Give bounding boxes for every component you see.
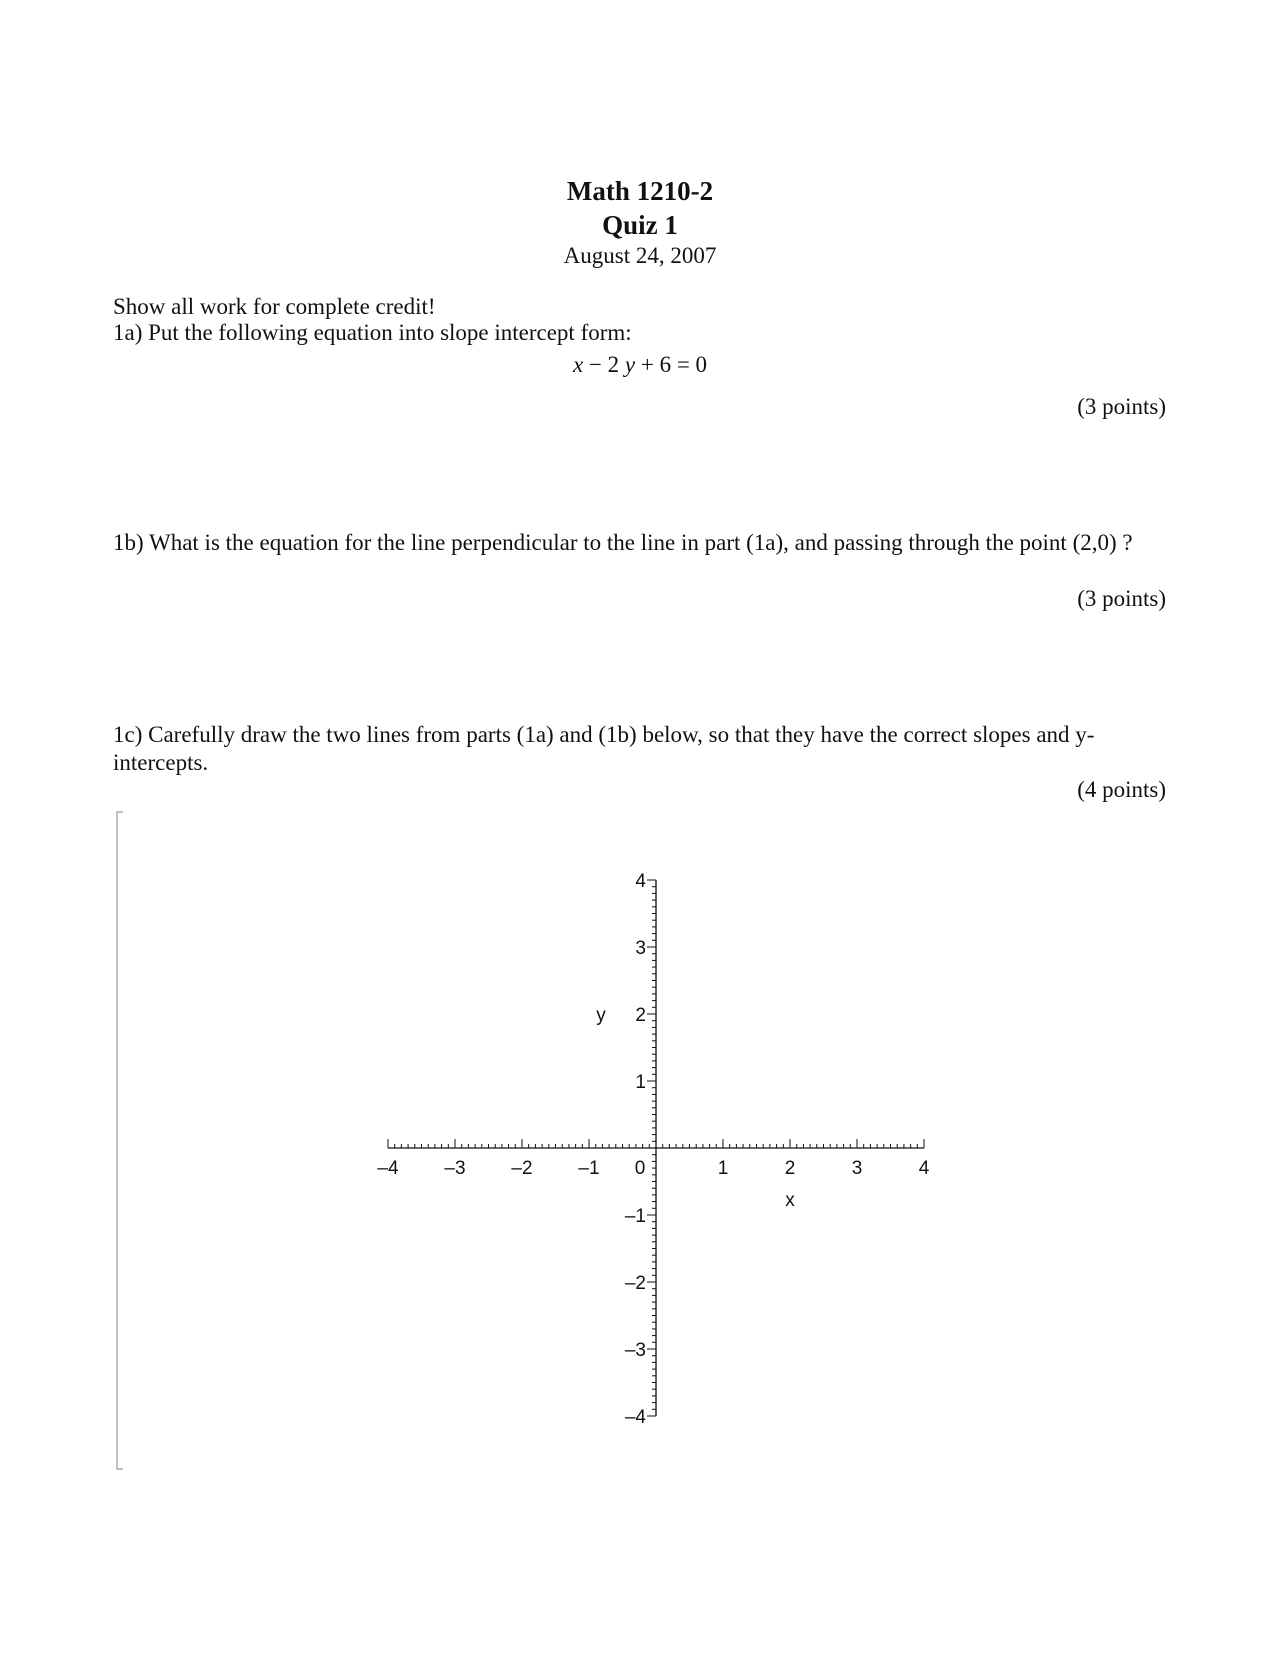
x-tick-label: 2 bbox=[784, 1158, 796, 1179]
eq-rest: + 6 = 0 bbox=[635, 352, 708, 377]
x-tick-label: 3 bbox=[851, 1158, 863, 1179]
quiz-date: August 24, 2007 bbox=[563, 243, 717, 268]
x-axis-label: x bbox=[785, 1190, 795, 1211]
x-tick-label: 4 bbox=[918, 1158, 930, 1179]
x-tick-label: –3 bbox=[444, 1158, 466, 1179]
q1a-points: (3 points) bbox=[1077, 394, 1166, 419]
plot-bracket bbox=[117, 812, 123, 1469]
y-tick-label: –2 bbox=[624, 1273, 646, 1294]
x-tick-label: –2 bbox=[511, 1158, 533, 1179]
y-tick-label: –1 bbox=[624, 1206, 646, 1227]
eq-x: x bbox=[572, 352, 584, 377]
instructions: Show all work for complete credit! bbox=[113, 294, 436, 319]
q1b-prompt: 1b) What is the equation for the line perpendicular to the line in part (1a), and passing through the point (2,0) ? bbox=[113, 530, 1133, 555]
quiz-title: Quiz 1 bbox=[602, 210, 678, 240]
y-tick-label: –3 bbox=[624, 1340, 646, 1361]
x-tick-label: –1 bbox=[578, 1158, 600, 1179]
y-tick-label: 3 bbox=[635, 938, 646, 959]
eq-y: y bbox=[624, 352, 636, 377]
y-axis-label: y bbox=[596, 1005, 606, 1026]
x-tick-label: 1 bbox=[717, 1158, 729, 1179]
y-tick-label: 2 bbox=[635, 1005, 646, 1026]
q1c-points: (4 points) bbox=[1077, 777, 1166, 802]
axes bbox=[377, 871, 929, 1428]
course-title: Math 1210-2 bbox=[566, 176, 714, 206]
q1a-prompt: 1a) Put the following equation into slope intercept form: bbox=[113, 320, 632, 345]
y-tick-label: 4 bbox=[635, 871, 646, 892]
y-tick-label: 1 bbox=[635, 1072, 646, 1093]
q1c-prompt: 1c) Carefully draw the two lines from parts (1a) and (1b) below, so that they have the correct slopes and y-intercepts. bbox=[113, 722, 1095, 775]
x-tick-label: 0 bbox=[634, 1158, 646, 1179]
x-tick-label: –4 bbox=[377, 1158, 399, 1179]
y-tick-label: –4 bbox=[624, 1407, 646, 1428]
q1b-points: (3 points) bbox=[1077, 586, 1166, 611]
eq-minus-two: − 2 bbox=[583, 352, 625, 377]
